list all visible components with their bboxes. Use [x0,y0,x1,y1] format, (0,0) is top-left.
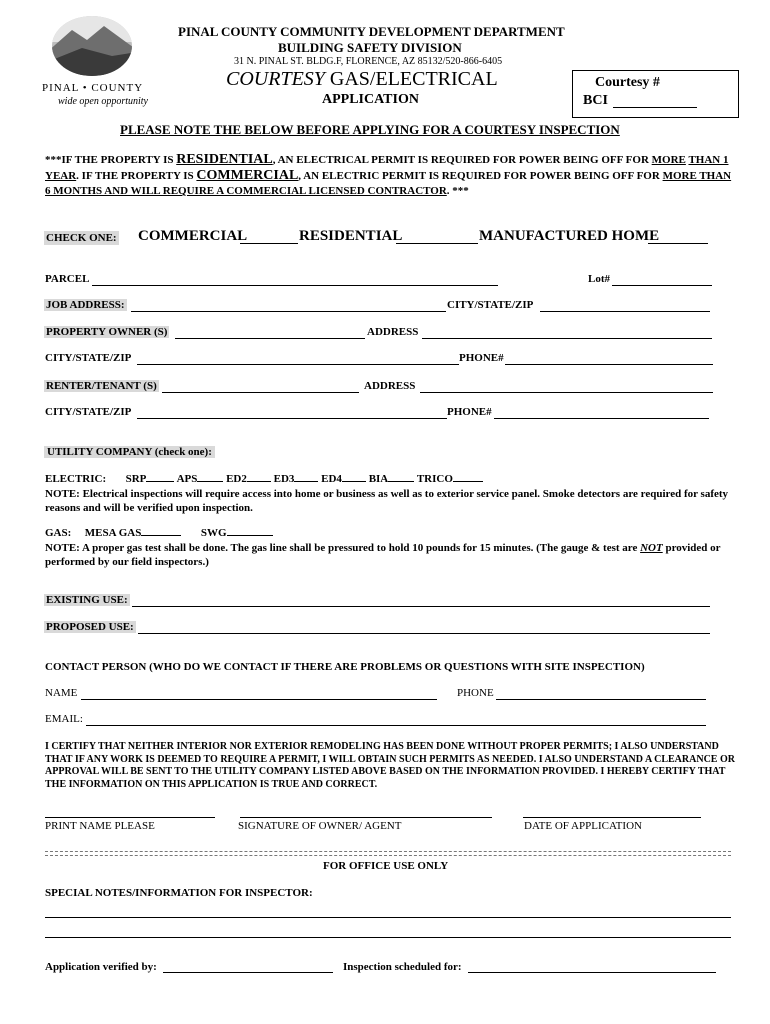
job-address-label: JOB ADDRESS: [46,299,125,311]
renter-city-state-zip-field[interactable] [137,418,447,419]
electric-option-bia[interactable]: BIA [368,473,389,485]
electric-option-ed4[interactable]: ED4 [321,473,342,485]
ed3-checkline[interactable] [294,481,318,482]
gas-option-swg[interactable]: SWG [200,527,227,539]
trico-checkline[interactable] [453,481,483,482]
contact-email-field[interactable] [86,725,706,726]
renter-address-field[interactable] [420,392,713,393]
bci-field[interactable] [613,107,697,108]
bci-label: BCI [583,93,608,108]
lot-label: Lot# [588,273,610,285]
renter-tenant-field[interactable] [162,392,359,393]
scheduled-for-field[interactable] [468,972,716,973]
check-one-manufactured-home[interactable]: MANUFACTURED HOME [479,228,660,244]
proposed-use-field[interactable] [138,633,710,634]
form-title-rest: GAS/ELECTRICAL [329,68,498,90]
notice-text [45,152,735,199]
existing-use-label: EXISTING USE: [46,594,128,606]
certification-statement: I CERTIFY THAT NEITHER INTERIOR NOR EXTERIOR REMODELING HAS BEEN DONE WITHOUT PROPER PERMITS; I ALSO UNDERSTAND THAT IF ANY WORK IS DEEMED TO REQUIRE A PERMIT, I WILL OBTAIN SUCH PERMITS AS NEEDED. I ALSO UNDERSTAND A CLEARANCE OR APPROVAL WILL BE SENT TO THE UTILITY COMPANY LISTED ABOVE BASED ON THE INFORMATION PROVIDED. I HEREBY CERTIFY THAT THE INFORMATION ON THIS APPLICATION IS TRUE AND CORRECT. [45,741,735,790]
commercial-checkline[interactable] [240,243,298,244]
owner-phone-label: PHONE# [459,352,504,364]
existing-use-field[interactable] [132,606,710,607]
owner-address-field[interactable] [422,338,712,339]
bia-checkline[interactable] [388,481,414,482]
form-title [226,68,498,91]
contact-heading: CONTACT PERSON (WHO DO WE CONTACT IF THERE ARE PROBLEMS OR QUESTIONS WITH SITE INSPECTION) [45,661,645,673]
office-use-heading: FOR OFFICE USE ONLY [323,860,449,872]
scheduled-for-label: Inspection scheduled for: [343,961,462,973]
electric-option-srp[interactable]: SRP [125,473,147,485]
print-name-line[interactable] [45,817,215,818]
renter-phone-field[interactable] [494,418,709,419]
notice-part: , AN ELECTRIC PERMIT IS REQUIRED FOR POWER BEING OFF FOR [298,170,660,182]
electric-option-trico[interactable]: TRICO [416,473,453,485]
notice-commercial: COMMERCIAL [196,168,299,183]
date-line[interactable] [523,817,701,818]
notice-part: . *** [446,185,469,197]
gas-row [45,527,273,539]
owner-city-state-zip-field[interactable] [137,364,459,365]
manufactured-home-checkline[interactable] [648,243,708,244]
srp-checkline[interactable] [146,481,174,482]
check-one-residential[interactable]: RESIDENTIAL [299,228,403,244]
special-notes-line-2[interactable] [45,937,731,938]
job-city-state-zip-label: CITY/STATE/ZIP [447,299,534,311]
mesa-gas-checkline[interactable] [141,535,181,536]
proposed-use-label: PROPOSED USE: [46,621,134,633]
courtesy-number-label: Courtesy # [595,75,660,90]
county-logo-icon [42,12,142,80]
lot-field[interactable] [612,285,712,286]
notice-more: MORE [651,154,686,166]
electric-label: ELECTRIC: [45,473,107,485]
courtesy-number-box [572,70,739,118]
contact-name-field[interactable] [81,699,437,700]
renter-phone-label: PHONE# [447,406,492,418]
gas-option-mesa-gas[interactable]: MESA GAS [84,527,142,539]
owner-phone-field[interactable] [505,364,713,365]
logo-name: PINAL • COUNTY [42,82,144,94]
logo-tagline: wide open opportunity [58,96,148,107]
owner-city-state-zip-label: CITY/STATE/ZIP [45,352,132,364]
special-notes-label: SPECIAL NOTES/INFORMATION FOR INSPECTOR: [45,887,313,899]
notice-heading: PLEASE NOTE THE BELOW BEFORE APPLYING FOR A COURTESY INSPECTION [120,122,620,137]
notice-than-1-year: THAN 1 YEAR [45,154,729,182]
form-subtitle: APPLICATION [322,92,419,107]
renter-city-state-zip-label: CITY/STATE/ZIP [45,406,132,418]
department-address: 31 N. PINAL ST. BLDG.F, FLORENCE, AZ 85132/520-866-6405 [234,56,503,67]
division-name: BUILDING SAFETY DIVISION [278,40,462,55]
check-one-label: CHECK ONE: [46,232,117,244]
residential-checkline[interactable] [396,243,478,244]
contact-name-label: NAME [45,687,78,699]
notice-part: . IF THE PROPERTY IS [76,170,194,182]
notice-residential: RESIDENTIAL [176,152,273,167]
date-label: DATE OF APPLICATION [524,820,642,832]
job-city-state-zip-field[interactable] [540,311,710,312]
office-divider [45,851,731,856]
print-name-label: PRINT NAME PLEASE [45,820,155,832]
electric-row [45,473,483,485]
signature-label: SIGNATURE OF OWNER/ AGENT [238,820,402,832]
electric-option-ed3[interactable]: ED3 [273,473,295,485]
gas-note [45,541,735,569]
aps-checkline[interactable] [197,481,223,482]
gas-note-part: provided or performed by our field inspectors.) [45,542,721,568]
gas-note-part: NOTE: A proper gas test shall be done. The gas line shall be pressured to hold 10 pounds for 15 minutes. (The gauge & test are [45,542,638,554]
check-one-commercial[interactable]: COMMERCIAL [138,228,248,244]
swg-checkline[interactable] [227,535,273,536]
owner-address-label: ADDRESS [367,326,419,338]
notice-part: , AN ELECTRICAL PERMIT IS REQUIRED FOR POWER BEING OFF FOR [272,154,649,166]
utility-company-label: UTILITY COMPANY (check one): [44,446,215,458]
form-title-italic: COURTESY [226,68,325,90]
renter-address-label: ADDRESS [364,380,416,392]
gas-label: GAS: [45,527,72,539]
special-notes-line-1[interactable] [45,917,731,918]
parcel-label: PARCEL [45,273,90,285]
notice-more-than-6-months: MORE THAN 6 MONTHS AND WILL REQUIRE A COMMERCIAL LICENSED CONTRACTOR [45,170,732,197]
verified-by-label: Application verified by: [45,961,157,973]
property-owner-label: PROPERTY OWNER (S) [46,326,168,338]
ed4-checkline[interactable] [342,481,366,482]
verified-by-field[interactable] [163,972,333,973]
notice-part: ***IF THE PROPERTY IS [45,154,174,166]
renter-tenant-label: RENTER/TENANT (S) [46,380,157,392]
contact-phone-field[interactable] [496,699,706,700]
job-address-field[interactable] [131,311,446,312]
signature-line[interactable] [240,817,492,818]
contact-phone-label: PHONE [457,687,494,699]
property-owner-field[interactable] [175,338,365,339]
electric-option-aps[interactable]: APS [176,473,198,485]
department-name: PINAL COUNTY COMMUNITY DEVELOPMENT DEPARTMENT [178,24,565,39]
parcel-field[interactable] [92,285,498,286]
electric-note: NOTE: Electrical inspections will require access into home or business as well as to exterior service panel. Smoke detectors are required for safety reasons and will be verified upon inspection. [45,488,729,514]
electric-option-ed2[interactable]: ED2 [226,473,247,485]
gas-note-not: NOT [640,542,663,554]
ed2-checkline[interactable] [247,481,271,482]
county-logo [42,12,148,112]
contact-email-label: EMAIL: [45,713,83,725]
